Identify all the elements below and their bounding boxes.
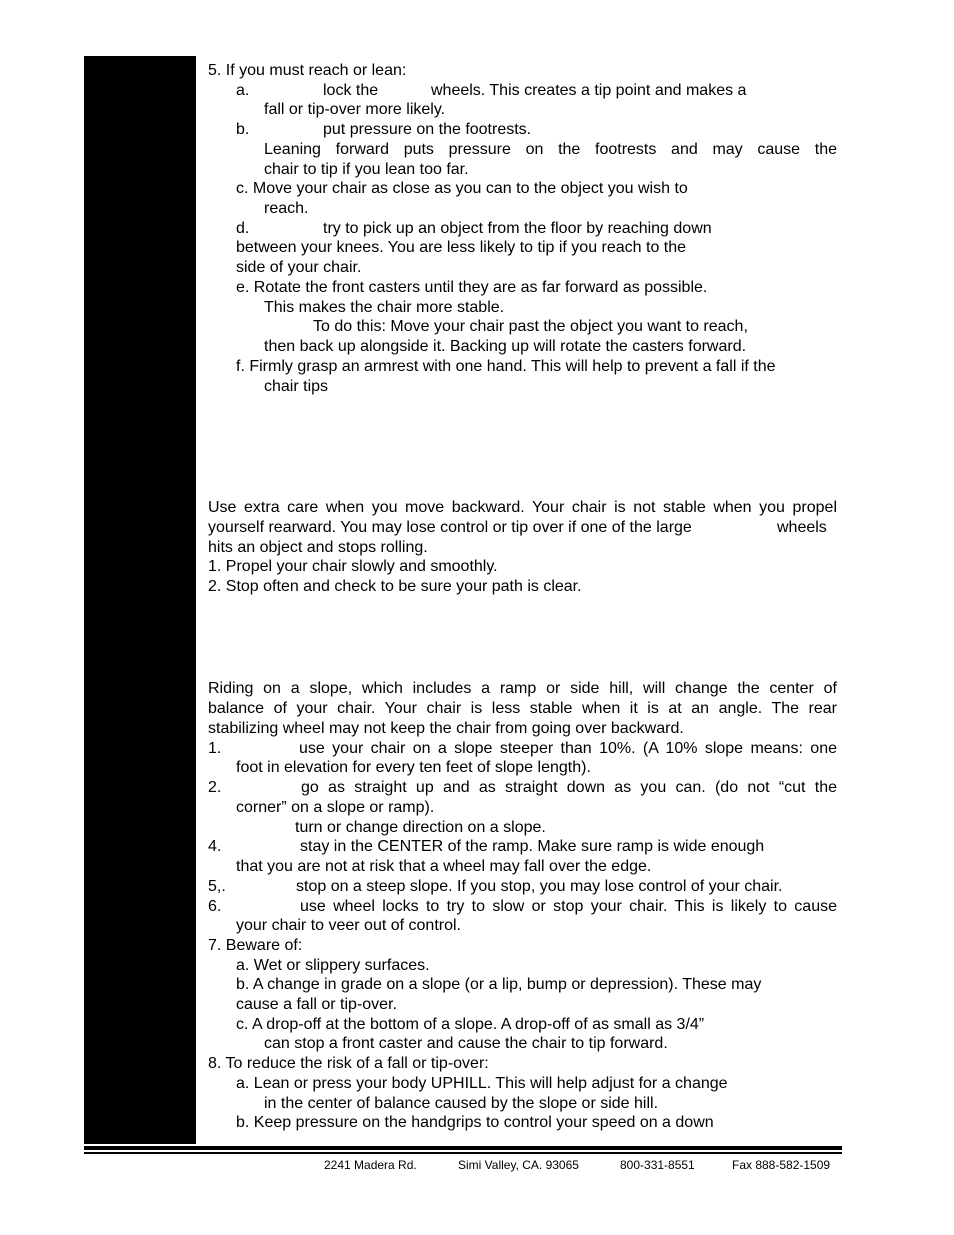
reach-item-5: 5. If you must reach or lean:	[208, 62, 407, 79]
backward-para-2a: yourself rearward. You may lose control or tip over if one of the large	[208, 519, 692, 536]
slope-item-3-text: turn or change direction on a slope.	[295, 819, 546, 836]
slope-item-7a: a. Wet or slippery surfaces.	[236, 957, 430, 974]
slope-item-1-text: use your chair on a slope steeper than 10%. (A 10% slope means: one	[299, 740, 837, 757]
slope-item-4-text: stay in the CENTER of the ramp. Make sure ramp is wide enough	[300, 838, 765, 855]
slope-item-4-marker: 4.	[208, 838, 222, 855]
backward-para-3: hits an object and stops rolling.	[208, 539, 428, 556]
reach-item-a-marker: a.	[236, 82, 250, 99]
reach-item-c: c. Move your chair as close as you can to the object you wish to	[236, 180, 688, 197]
reach-item-c-cont: reach.	[264, 200, 309, 217]
slope-item-6-cont: your chair to veer out of control.	[236, 917, 461, 934]
footer-phone: 800-331-8551	[620, 1158, 695, 1172]
reach-item-e-cont-3: then back up alongside it. Backing up will rotate the casters forward.	[264, 338, 747, 355]
reach-item-e-cont-1: This makes the chair more stable.	[264, 299, 505, 316]
slope-item-8a-cont: in the center of balance caused by the slope or side hill.	[264, 1095, 659, 1112]
slope-item-2-text: go as straight up and as straight down as you can. (do not “cut the	[301, 779, 837, 796]
slope-item-8b: b. Keep pressure on the handgrips to control your speed on a down	[236, 1114, 714, 1131]
backward-item-1: 1. Propel your chair slowly and smoothly.	[208, 558, 498, 575]
slope-item-7: 7. Beware of:	[208, 937, 303, 954]
slope-item-7b: b. A change in grade on a slope (or a lip, bump or depression). These may	[236, 976, 762, 993]
slope-item-8: 8. To reduce the risk of a fall or tip-over:	[208, 1055, 489, 1072]
footer-rule-thick	[84, 1146, 842, 1150]
slope-para-3: stabilizing wheel may not keep the chair from going over backward.	[208, 720, 684, 737]
reach-item-b-cont-2: chair to tip if you lean too far.	[264, 161, 469, 178]
reach-item-a-text-1: lock the	[323, 82, 379, 99]
reach-item-d-cont-2: side of your chair.	[236, 259, 362, 276]
reach-item-e-cont-2: To do this: Move your chair past the object you want to reach,	[313, 318, 748, 335]
reach-item-e: e. Rotate the front casters until they are as far forward as possible.	[236, 279, 708, 296]
reach-item-b-text: put pressure on the footrests.	[323, 121, 532, 138]
reach-item-d-marker: d.	[236, 220, 250, 237]
footer-address: 2241 Madera Rd.	[324, 1158, 417, 1172]
slope-item-1-cont: foot in elevation for every ten feet of slope length).	[236, 759, 591, 776]
reach-item-d-cont-1: between your knees. You are less likely to tip if you reach to the	[236, 239, 687, 256]
slope-item-5-text: stop on a steep slope. If you stop, you may lose control of your chair.	[296, 878, 783, 895]
slope-item-5-marker: 5,.	[208, 878, 226, 895]
slope-item-2-cont: corner” on a slope or ramp).	[236, 799, 435, 816]
backward-item-2: 2. Stop often and check to be sure your path is clear.	[208, 578, 582, 595]
reach-item-b-cont-1: Leaning forward puts pressure on the footrests and may cause the	[264, 141, 837, 158]
reach-item-f: f. Firmly grasp an armrest with one hand. This will help to prevent a fall if the	[236, 358, 776, 375]
reach-item-a-cont: fall or tip-over more likely.	[264, 101, 446, 118]
slope-item-6-text: use wheel locks to try to slow or stop your chair. This is likely to cause	[300, 898, 837, 915]
footer-city: Simi Valley, CA. 93065	[458, 1158, 579, 1172]
slope-item-7c-cont: can stop a front caster and cause the chair to tip forward.	[264, 1035, 668, 1052]
slope-para-1: Riding on a slope, which includes a ramp or side hill, will change the center of	[208, 680, 837, 697]
reach-item-f-cont: chair tips	[264, 378, 329, 395]
slope-item-8a: a. Lean or press your body UPHILL. This will help adjust for a change	[236, 1075, 728, 1092]
slope-item-1-marker: 1.	[208, 740, 222, 757]
slope-item-6-marker: 6.	[208, 898, 222, 915]
footer-rule-thin	[84, 1152, 842, 1154]
slope-para-2: balance of your chair. Your chair is less stable when it is at an angle. The rear	[208, 700, 837, 717]
backward-para-1: Use extra care when you move backward. Your chair is not stable when you propel	[208, 499, 837, 516]
left-margin-bar	[84, 56, 196, 1144]
slope-item-7b-cont: cause a fall or tip-over.	[236, 996, 397, 1013]
reach-item-b-marker: b.	[236, 121, 250, 138]
slope-item-7c: c. A drop-off at the bottom of a slope. A drop-off of as small as 3/4”	[236, 1016, 705, 1033]
reach-item-a-text-2: wheels. This creates a tip point and makes a	[431, 82, 747, 99]
reach-item-d-text: try to pick up an object from the floor by reaching down	[323, 220, 712, 237]
slope-item-4-cont: that you are not at risk that a wheel may fall over the edge.	[236, 858, 652, 875]
slope-item-2-marker: 2.	[208, 779, 222, 796]
footer-fax: Fax 888-582-1509	[732, 1158, 831, 1172]
backward-para-2b: wheels	[777, 519, 827, 536]
